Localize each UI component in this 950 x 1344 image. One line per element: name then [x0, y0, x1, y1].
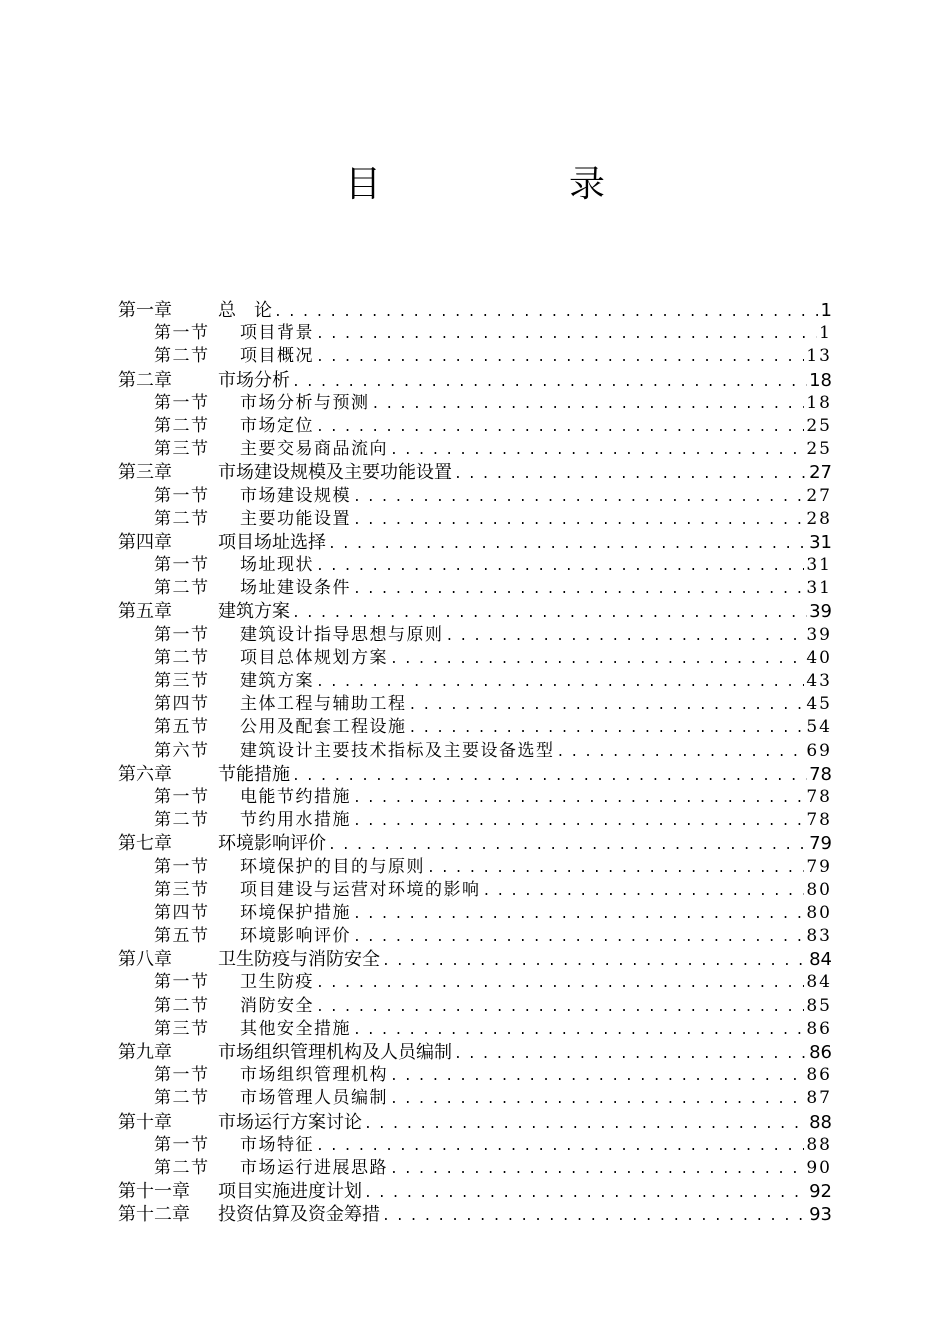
toc-leader-dots: [316, 416, 804, 438]
toc-leader-dots: [353, 810, 804, 832]
toc-leader-dots: [409, 717, 805, 739]
toc-section-entry[interactable]: [118, 856, 832, 879]
toc-section-entry[interactable]: [118, 1134, 832, 1157]
toc-entry-page-number: 31: [809, 531, 832, 553]
toc-leader-dots: [382, 1205, 807, 1226]
toc-entry-number: 第二节: [154, 346, 210, 367]
toc-section-entry[interactable]: [118, 345, 832, 368]
toc-chapter-entry[interactable]: [118, 763, 832, 786]
toc-entry-page-number: 80: [806, 879, 832, 900]
toc-section-entry[interactable]: [118, 670, 832, 693]
toc-entry-number: 第四节: [154, 902, 210, 923]
toc-section-entry[interactable]: [118, 925, 832, 948]
toc-leader-dots: [409, 694, 805, 716]
toc-entry-title: 市场特征: [240, 1134, 314, 1155]
toc-entry-title: 主要交易商品流向: [240, 439, 388, 460]
toc-entry-page-number: 31: [806, 555, 832, 576]
toc-chapter-entry[interactable]: [118, 461, 832, 484]
toc-leader-dots: [427, 857, 804, 879]
toc-entry-title: 市场管理人员编制: [240, 1088, 388, 1109]
toc-leader-dots: [292, 765, 807, 786]
toc-entry-page-number: 90: [806, 1157, 832, 1178]
toc-entry-page-number: 84: [809, 949, 832, 971]
toc-entry-number: 第二节: [154, 415, 210, 436]
page-title: 目 录: [344, 164, 681, 205]
toc-entry-title: 市场分析与预测: [240, 392, 370, 413]
toc-section-entry[interactable]: [118, 322, 832, 345]
toc-entry-number: 第二节: [154, 647, 210, 668]
toc-entry-number: 第九章: [118, 1042, 172, 1063]
toc-entry-title: 市场组织管理机构及人员编制: [218, 1042, 452, 1063]
toc-leader-dots: [483, 880, 805, 902]
toc-leader-dots: [316, 996, 804, 1018]
toc-entry-page-number: 79: [806, 856, 832, 877]
toc-entry-page-number: 86: [806, 1018, 832, 1039]
toc-entry-title: 项目概况: [240, 346, 314, 367]
toc-entry-number: 第三节: [154, 439, 210, 460]
toc-leader-dots: [390, 1088, 804, 1110]
toc-leader-dots: [364, 1182, 807, 1203]
toc-entry-number: 第三节: [154, 671, 210, 691]
toc-entry-title: 项目实施进度计划: [218, 1181, 362, 1203]
toc-entry-title: 市场建设规模及主要功能设置: [218, 462, 452, 484]
toc-entry-number: 第一章: [118, 300, 172, 321]
toc-entry-title: 卫生防疫: [240, 972, 314, 993]
toc-section-entry[interactable]: [118, 809, 832, 832]
toc-section-entry[interactable]: [118, 1087, 832, 1110]
toc-entry-page-number: 88: [809, 1111, 832, 1133]
toc-entry-number: 第五节: [154, 717, 210, 738]
toc-leader-dots: [292, 371, 807, 392]
toc-entry-number: 第三节: [154, 879, 210, 900]
toc-entry-title: 市场建设规模: [240, 485, 351, 506]
toc-entry-number: 第一节: [154, 856, 210, 877]
toc-leader-dots: [557, 741, 805, 763]
toc-leader-dots: [353, 1019, 804, 1041]
toc-leader-dots: [353, 787, 804, 809]
toc-entry-number: 第二节: [154, 1157, 210, 1178]
toc-entry-page-number: 79: [809, 833, 832, 855]
toc-section-entry[interactable]: [118, 995, 832, 1018]
toc-entry-page-number: 27: [806, 485, 832, 506]
toc-entry-page-number: 18: [809, 369, 832, 391]
toc-entry-number: 第三章: [118, 462, 172, 484]
toc-entry-number: 第六节: [154, 740, 210, 761]
toc-entry-number: 第一节: [154, 485, 210, 506]
toc-entry-title: 环境影响评价: [218, 833, 326, 855]
toc-entry-title: 建筑设计主要技术指标及主要设备选型: [240, 740, 555, 761]
toc-entry-page-number: 93: [809, 1204, 832, 1226]
toc-entry-page-number: 83: [806, 926, 832, 947]
toc-entry-title: 项目总体规划方案: [240, 647, 388, 668]
toc-entry-number: 第十二章: [118, 1204, 190, 1226]
toc-chapter-entry[interactable]: [118, 948, 832, 971]
toc-entry-page-number: 85: [806, 995, 832, 1016]
toc-entry-title: 市场分析: [218, 369, 290, 391]
toc-chapter-entry[interactable]: [118, 1041, 832, 1064]
toc-section-entry[interactable]: [118, 415, 832, 438]
toc-leader-dots: [328, 533, 807, 554]
toc-entry-page-number: 88: [806, 1134, 832, 1155]
toc-section-entry[interactable]: [118, 554, 832, 577]
toc-section-entry[interactable]: [118, 1018, 832, 1041]
toc-entry-title: 电能节约措施: [240, 786, 351, 807]
toc-leader-dots: [446, 625, 805, 647]
toc-section-entry[interactable]: [118, 647, 832, 670]
toc-section-entry[interactable]: [118, 902, 832, 925]
toc-entry-number: 第二节: [154, 508, 210, 529]
toc-section-entry[interactable]: [118, 392, 832, 415]
toc-chapter-entry[interactable]: [118, 600, 832, 623]
toc-entry-number: 第一节: [154, 786, 210, 807]
toc-leader-dots: [353, 903, 804, 925]
toc-entry-page-number: 39: [809, 601, 832, 623]
toc-entry-number: 第八章: [118, 949, 172, 971]
toc-entry-title: 消防安全: [240, 995, 314, 1016]
toc-leader-dots: [316, 555, 804, 577]
toc-entry-page-number: 1: [819, 323, 832, 344]
toc-entry-page-number: 25: [806, 439, 832, 460]
toc-entry-page-number: 86: [806, 1065, 832, 1086]
toc-entry-number: 第四章: [118, 531, 172, 553]
toc-entry-page-number: 69: [806, 740, 832, 761]
toc-entry-page-number: 87: [806, 1088, 832, 1109]
toc-chapter-entry[interactable]: [118, 369, 832, 392]
toc-entry-page-number: 92: [809, 1181, 832, 1203]
toc-chapter-entry[interactable]: [118, 299, 832, 322]
toc-entry-title: 市场运行进展思路: [240, 1157, 388, 1178]
toc-entry-number: 第三节: [154, 1018, 210, 1039]
toc-entry-page-number: 78: [809, 763, 832, 785]
toc-leader-dots: [382, 950, 807, 971]
toc-chapter-entry[interactable]: [118, 1180, 832, 1203]
toc-entry-title: 环境影响评价: [240, 926, 351, 947]
toc-entry-number: 第一节: [154, 972, 210, 993]
toc-entry-title: 环境保护措施: [240, 902, 351, 923]
toc-entry-title: 建筑设计指导思想与原则: [240, 624, 444, 645]
toc-entry-title: 建筑方案: [218, 601, 290, 623]
toc-entry-title: 总 论: [218, 300, 272, 321]
toc-entry-title: 节约用水措施: [240, 810, 351, 831]
toc-entry-page-number: 40: [806, 647, 832, 668]
toc-entry-number: 第一节: [154, 1134, 210, 1155]
toc-entry-page-number: 1: [820, 300, 832, 321]
toc-entry-page-number: 78: [806, 810, 832, 831]
toc-leader-dots: [353, 926, 804, 948]
toc-entry-page-number: 27: [809, 462, 832, 484]
toc-leader-dots: [454, 1043, 807, 1064]
toc-entry-title: 环境保护的目的与原则: [240, 856, 425, 877]
toc-entry-number: 第一节: [154, 392, 210, 413]
toc-entry-page-number: 13: [806, 346, 832, 367]
toc-entry-number: 第一节: [154, 1065, 210, 1086]
toc-entry-title: 主要功能设置: [240, 508, 351, 529]
toc-entry-page-number: 80: [806, 902, 832, 923]
toc-leader-dots: [274, 301, 819, 322]
toc-leader-dots: [328, 834, 807, 855]
toc-entry-page-number: 43: [806, 671, 832, 691]
toc-entry-title: 项目场址选择: [218, 531, 326, 553]
toc-leader-dots: [390, 439, 804, 461]
toc-leader-dots: [390, 1158, 804, 1180]
toc-section-entry[interactable]: [118, 485, 832, 508]
toc-leader-dots: [372, 393, 805, 415]
table-of-contents: [118, 299, 832, 1227]
toc-entry-number: 第二节: [154, 1088, 210, 1109]
toc-entry-number: 第五节: [154, 926, 210, 947]
toc-leader-dots: [292, 602, 807, 623]
toc-leader-dots: [316, 323, 817, 345]
toc-entry-title: 建筑方案: [240, 671, 314, 691]
toc-entry-title: 节能措施: [218, 763, 290, 785]
toc-leader-dots: [316, 346, 804, 368]
toc-section-entry[interactable]: [118, 438, 832, 461]
toc-entry-page-number: 31: [806, 578, 832, 599]
toc-entry-title: 主体工程与辅助工程: [240, 694, 407, 715]
toc-leader-dots: [454, 463, 807, 484]
toc-leader-dots: [353, 486, 804, 508]
toc-chapter-entry[interactable]: [118, 1203, 832, 1226]
toc-entry-number: 第二节: [154, 578, 210, 599]
toc-leader-dots: [390, 648, 804, 670]
toc-section-entry[interactable]: [118, 624, 832, 647]
toc-entry-page-number: 78: [806, 786, 832, 807]
toc-entry-title: 卫生防疫与消防安全: [218, 949, 380, 971]
toc-entry-number: 第六章: [118, 763, 172, 785]
toc-entry-number: 第四节: [154, 694, 210, 715]
toc-entry-page-number: 39: [806, 624, 832, 645]
toc-entry-title: 项目背景: [240, 323, 314, 344]
toc-entry-number: 第二节: [154, 810, 210, 831]
toc-entry-title: 市场运行方案讨论: [218, 1111, 362, 1133]
toc-section-entry[interactable]: [118, 879, 832, 902]
toc-entry-title: 市场定位: [240, 415, 314, 436]
toc-leader-dots: [364, 1113, 807, 1134]
toc-section-entry[interactable]: [118, 508, 832, 531]
toc-leader-dots: [353, 509, 804, 531]
toc-entry-title: 投资估算及资金筹措: [218, 1204, 380, 1226]
toc-entry-number: 第十章: [118, 1111, 172, 1133]
toc-entry-title: 其他安全措施: [240, 1018, 351, 1039]
toc-section-entry[interactable]: [118, 577, 832, 600]
toc-chapter-entry[interactable]: [118, 531, 832, 554]
toc-section-entry[interactable]: [118, 716, 832, 739]
toc-entry-page-number: 18: [806, 392, 832, 413]
toc-section-entry[interactable]: [118, 1157, 832, 1180]
toc-leader-dots: [316, 1135, 804, 1157]
toc-leader-dots: [353, 578, 804, 600]
toc-section-entry[interactable]: [118, 740, 832, 763]
toc-section-entry[interactable]: [118, 693, 832, 716]
toc-entry-title: 场址现状: [240, 555, 314, 576]
toc-entry-page-number: 54: [806, 717, 832, 738]
toc-entry-number: 第一节: [154, 323, 210, 344]
toc-section-entry[interactable]: [118, 1064, 832, 1087]
toc-entry-number: 第一节: [154, 555, 210, 576]
toc-section-entry[interactable]: [118, 971, 832, 994]
toc-entry-page-number: 45: [806, 694, 832, 715]
toc-leader-dots: [390, 1065, 804, 1087]
toc-leader-dots: [316, 972, 804, 994]
toc-section-entry[interactable]: [118, 786, 832, 809]
toc-entry-page-number: 84: [806, 972, 832, 993]
toc-entry-title: 市场组织管理机构: [240, 1065, 388, 1086]
toc-leader-dots: [316, 671, 804, 693]
toc-entry-number: 第七章: [118, 833, 172, 855]
toc-entry-page-number: 25: [806, 415, 832, 436]
toc-entry-page-number: 28: [806, 508, 832, 529]
toc-entry-number: 第二章: [118, 369, 172, 391]
toc-entry-number: 第五章: [118, 601, 172, 623]
toc-entry-title: 公用及配套工程设施: [240, 717, 407, 738]
toc-entry-title: 项目建设与运营对环境的影响: [240, 879, 481, 900]
toc-entry-number: 第一节: [154, 624, 210, 645]
toc-entry-page-number: 86: [809, 1042, 832, 1063]
toc-chapter-entry[interactable]: [118, 832, 832, 855]
toc-entry-number: 第十一章: [118, 1181, 190, 1203]
toc-chapter-entry[interactable]: [118, 1111, 832, 1134]
toc-entry-title: 场址建设条件: [240, 578, 351, 599]
toc-entry-number: 第二节: [154, 995, 210, 1016]
